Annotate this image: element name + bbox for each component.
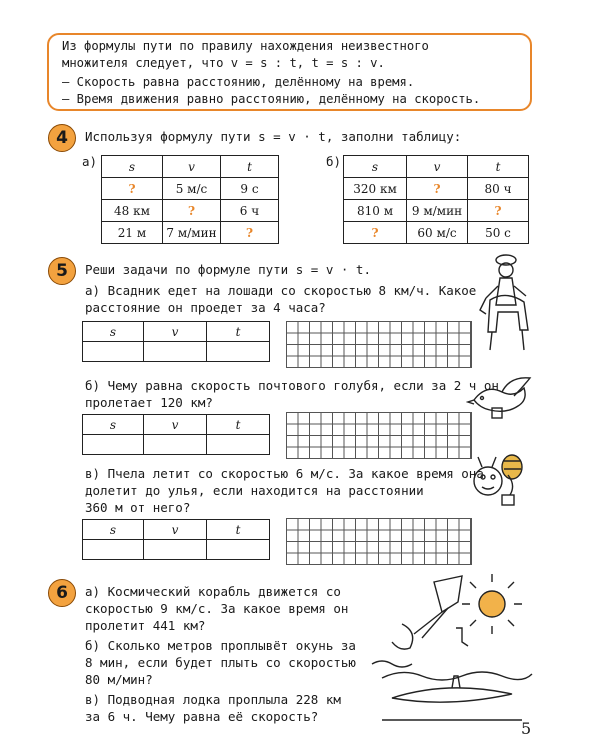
task-6a-line-1: а) Космический корабль движется со — [85, 584, 341, 599]
task-6b-line-1: б) Сколько метров проплывёт окунь за — [85, 638, 356, 653]
table-5a-header: t — [207, 322, 270, 342]
table-5b-answer-cell[interactable] — [83, 435, 144, 455]
table-4b-cell[interactable]: ? — [344, 222, 407, 244]
table-5b — [82, 414, 270, 455]
rule-item-1: — Скорость равна расстоянию, делённому на время. — [62, 75, 415, 89]
table-4b-header: t — [468, 156, 529, 178]
table-4a-header: s — [102, 156, 163, 178]
answer-grid-5a[interactable] — [286, 321, 472, 368]
task-5b-line-2: пролетает 120 км? — [85, 395, 213, 410]
rule-line-2: множителя следует, что v = s : t, t = s : v. — [62, 56, 385, 70]
table-4a-cell[interactable]: ? — [102, 178, 163, 200]
table-4b-header: s — [344, 156, 407, 178]
task-5c-line-3: 360 м от него? — [85, 500, 191, 515]
task-6b-line-2: 8 мин, если будет плыть со скоростью — [85, 655, 356, 670]
table-5c — [82, 519, 270, 560]
table-4b-cell: 50 с — [468, 222, 529, 244]
task-4-label-b: б) — [326, 154, 342, 169]
table-5a — [82, 321, 270, 362]
table-4a-cell: 9 с — [221, 178, 279, 200]
task-6a-line-2: скоростью 9 км/с. За какое время он — [85, 601, 349, 616]
page-number: 5 — [521, 719, 532, 738]
table-5b-header: s — [83, 415, 144, 435]
task-6-badge: 6 — [48, 579, 76, 607]
table-4b-cell[interactable]: ? — [468, 200, 529, 222]
table-5c-header: v — [144, 520, 207, 540]
bee-illustration — [464, 445, 530, 511]
table-4a-cell: 21 м — [102, 222, 163, 244]
table-5c-answer-cell[interactable] — [207, 540, 270, 560]
task-4-badge: 4 — [48, 124, 76, 152]
table-5a-header: s — [83, 322, 144, 342]
table-4a-header: v — [163, 156, 221, 178]
table-4b — [343, 155, 529, 244]
task-4-label-a: а) — [82, 154, 98, 169]
table-5a-answer-cell[interactable] — [83, 342, 144, 362]
table-5c-answer-cell[interactable] — [144, 540, 207, 560]
task-5c-line-2: долетит до улья, если находится на расстоянии — [85, 483, 424, 498]
table-4a — [101, 155, 279, 244]
table-5c-header: t — [207, 520, 270, 540]
table-4b-cell: 320 км — [344, 178, 407, 200]
horse-rider-illustration — [476, 250, 538, 360]
task-5a-line-1: а) Всадник едет на лошади со скоростью 8 км/ч. Какое — [85, 283, 477, 298]
table-4a-cell: 48 км — [102, 200, 163, 222]
table-5b-header: t — [207, 415, 270, 435]
table-4b-cell: 80 ч — [468, 178, 529, 200]
task-5b-line-1: б) Чему равна скорость почтового голубя, если за 2 ч он — [85, 378, 499, 393]
answer-grid-5c[interactable] — [286, 518, 472, 565]
table-5c-answer-cell[interactable] — [83, 540, 144, 560]
task-6a-line-3: пролетит 441 км? — [85, 618, 206, 633]
table-4b-cell: 9 м/мин — [407, 200, 468, 222]
task-6b-line-3: 80 м/мин? — [85, 672, 153, 687]
table-4b-cell: 60 м/с — [407, 222, 468, 244]
table-4a-header: t — [221, 156, 279, 178]
table-4a-cell: 5 м/с — [163, 178, 221, 200]
table-4b-cell[interactable]: ? — [407, 178, 468, 200]
task-5-badge: 5 — [48, 257, 76, 285]
table-5a-answer-cell[interactable] — [144, 342, 207, 362]
table-4a-cell: 6 ч — [221, 200, 279, 222]
task-6c-line-1: в) Подводная лодка проплыла 228 км — [85, 692, 341, 707]
table-5a-answer-cell[interactable] — [207, 342, 270, 362]
pigeon-illustration — [466, 374, 538, 424]
task-4-instruction: Используя формулу пути s = v · t, заполни таблицу: — [85, 129, 462, 144]
table-4b-cell: 810 м — [344, 200, 407, 222]
table-4a-cell: 7 м/мин — [163, 222, 221, 244]
space-and-submarine-illustration — [362, 572, 534, 728]
table-5b-answer-cell[interactable] — [207, 435, 270, 455]
task-6c-line-2: за 6 ч. Чему равна её скорость? — [85, 709, 319, 724]
rule-line-1: Из формулы пути по правилу нахождения неизвестного — [62, 39, 429, 53]
task-5c-line-1: в) Пчела летит со скоростью 6 м/с. За какое время она — [85, 466, 484, 481]
table-5c-header: s — [83, 520, 144, 540]
table-4b-header: v — [407, 156, 468, 178]
answer-grid-5b[interactable] — [286, 412, 472, 459]
task-5-instruction: Реши задачи по формуле пути s = v · t. — [85, 262, 371, 277]
table-4a-cell[interactable]: ? — [221, 222, 279, 244]
table-5b-answer-cell[interactable] — [144, 435, 207, 455]
table-5a-header: v — [144, 322, 207, 342]
task-5a-line-2: расстояние он проедет за 4 часа? — [85, 300, 326, 315]
table-5b-header: v — [144, 415, 207, 435]
rule-item-2: — Время движения равно расстоянию, делённому на скорость. — [62, 92, 481, 106]
table-4a-cell[interactable]: ? — [163, 200, 221, 222]
